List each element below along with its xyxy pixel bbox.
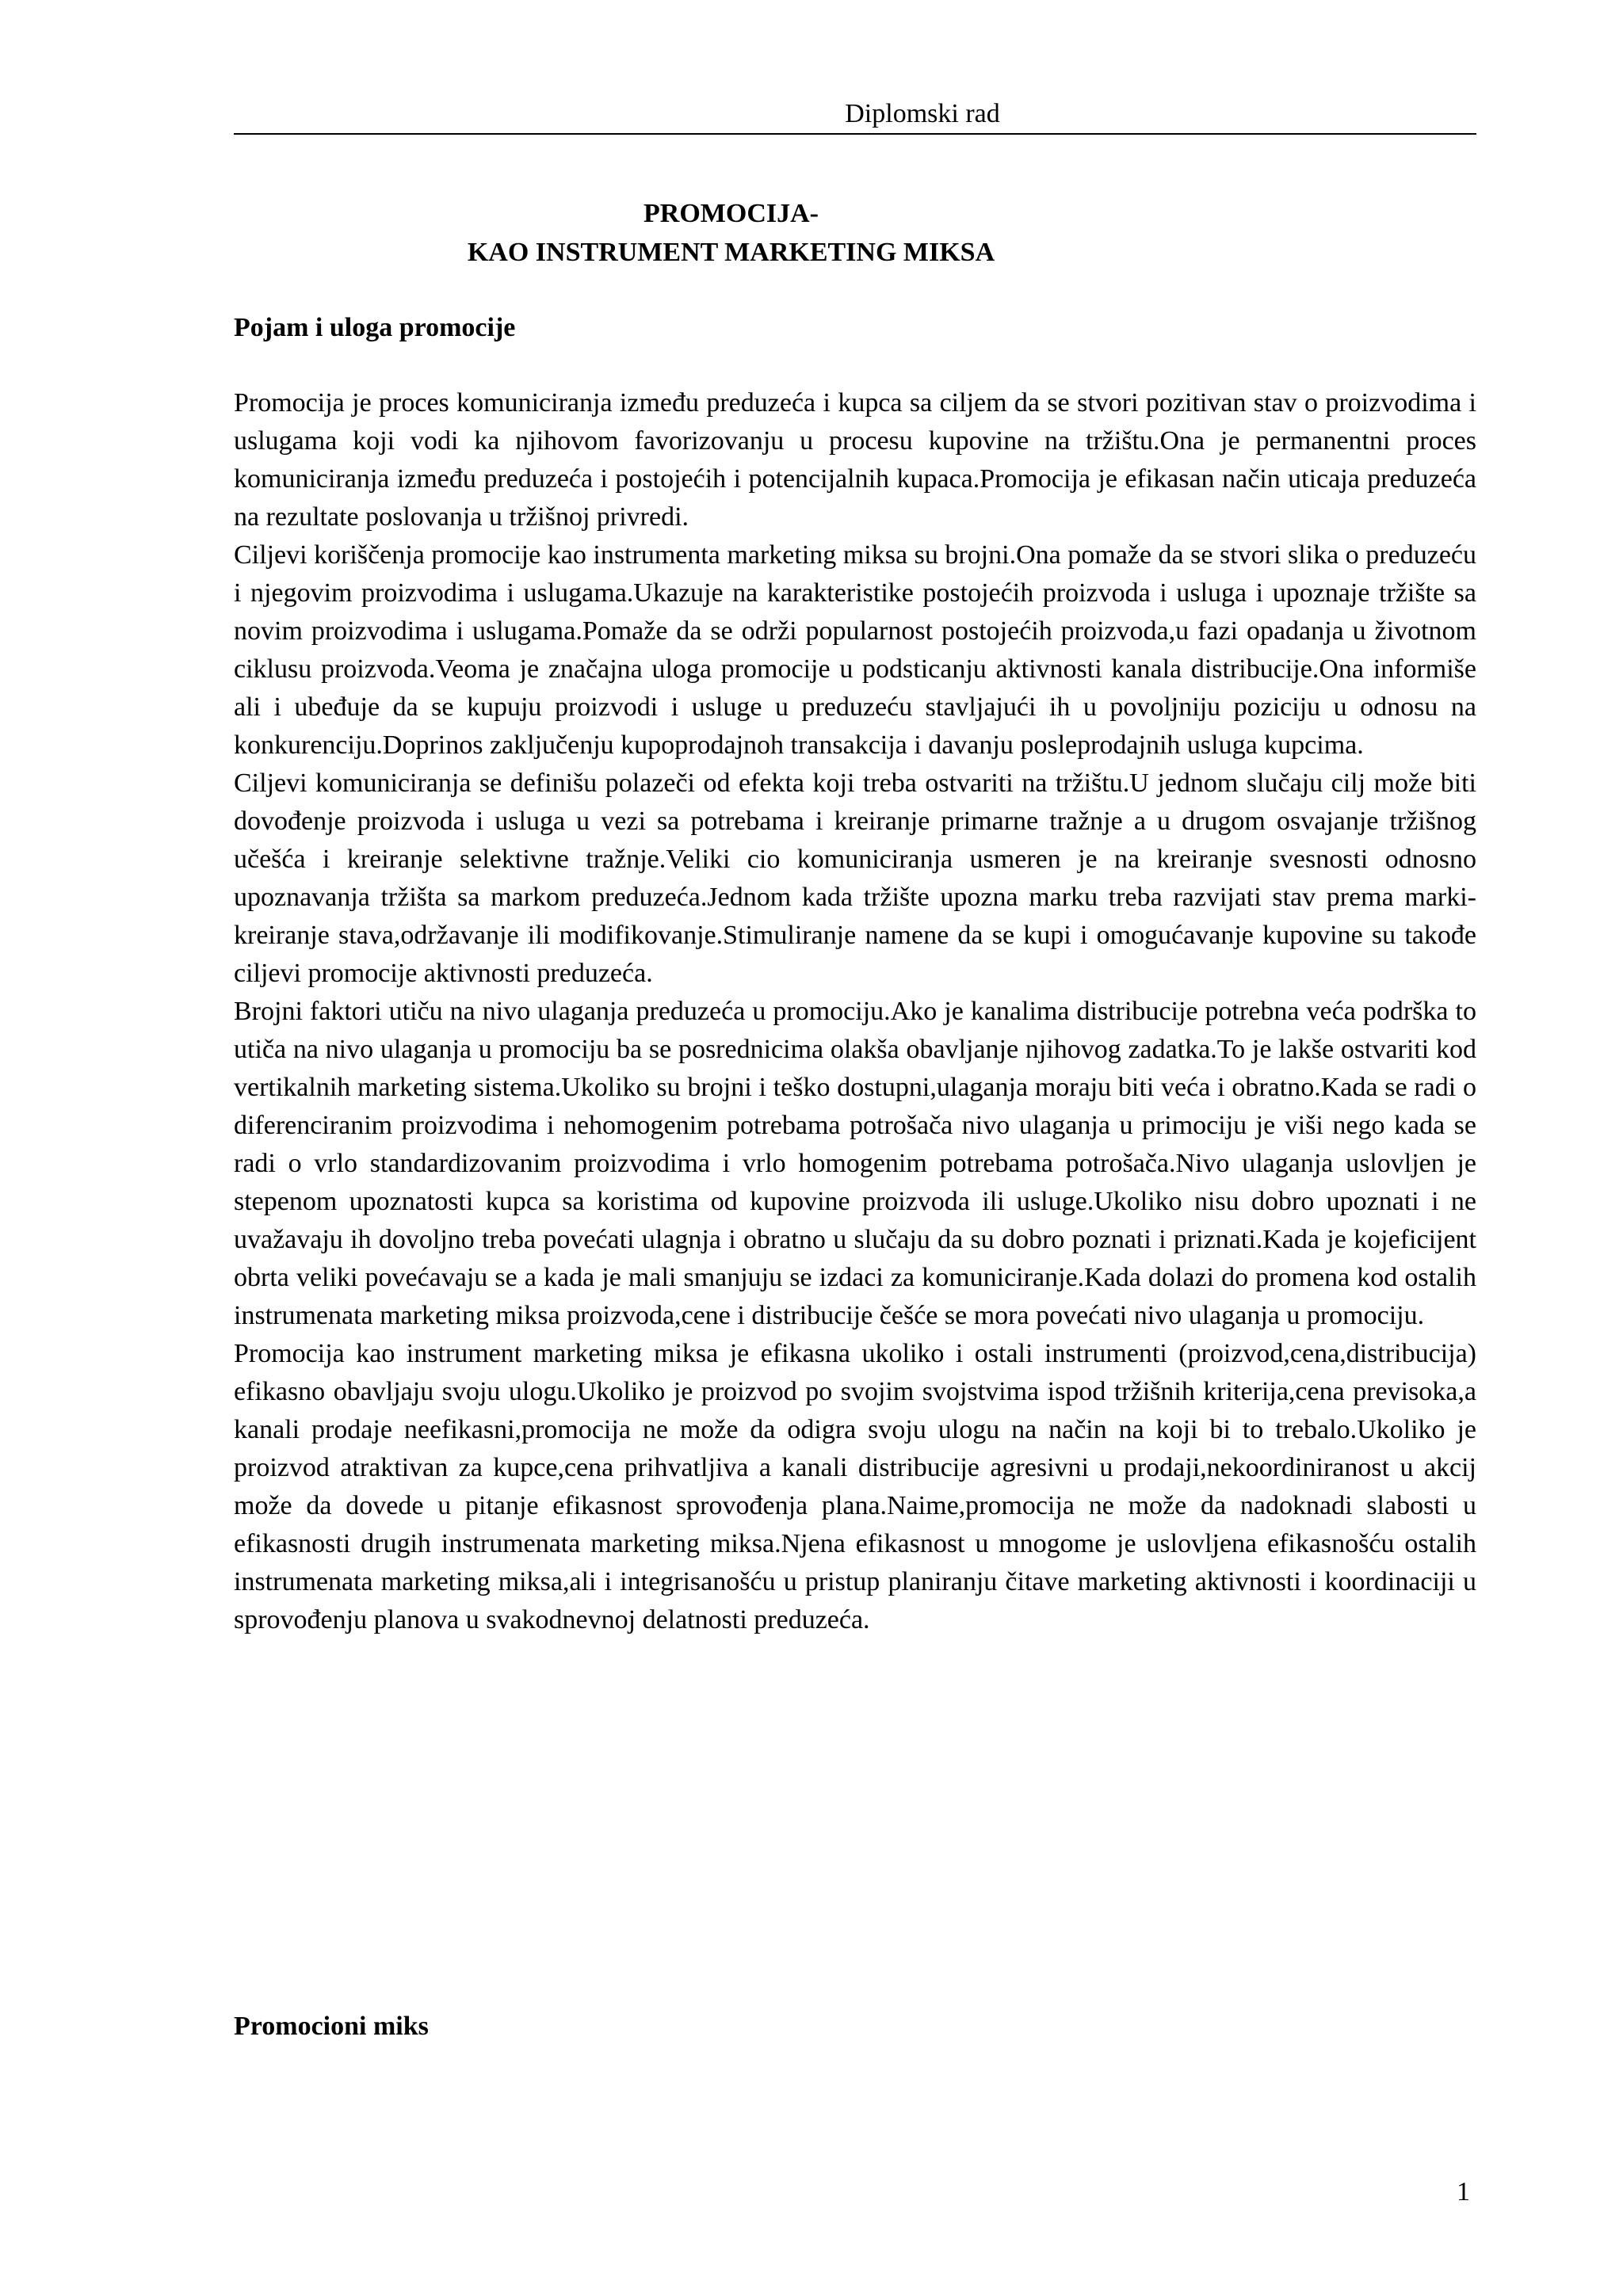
paragraph: Promocija je proces komuniciranja između preduzeća i kupca sa ciljem da se stvori pozitivan stav o proizvodima i uslugama koji vodi ka njihovom favorizovanju u procesu kupovine na tržištu.Ona je permanentni proces komuniciranja između preduzeća i postojećih i potencijalnih kupaca.Promocija je efikasan način uticaja preduzeća na rezultate poslovanja u tržišnoj privredi.: [234, 388, 1476, 532]
page-header: [234, 98, 1476, 135]
header-title: Diplomski rad: [845, 99, 1000, 128]
paragraph: Brojni faktori utiču na nivo ulaganja preduzeća u promociju.Ako je kanalima distribucije potrebna veća podrška to utiča na nivo ulaganja u promociju ba se posrednicima olakša obavljanje njihovog zadatka.To je lakše ostvariti kod vertikalnih marketing sistema.Ukoliko su brojni i teško dostupni,ulaganja moraju biti veća i obratno.Kada se radi o diferenciranim proizvodima i nehomogenim potrebama potrošača nivo ulaganja u primociju je viši nego kada se radi o vrlo standardizovanim proizvodima i vrlo homogenim potrebama potrošača.Nivo ulaganja uslovljen je stepenom upoznatosti kupca sa koristima od kupovine proizvoda ili usluge.Ukoliko nisu dobro upoznati i ne uvažavaju ih dovoljno treba povećati ulagnja i obratno u slučaju da su dobro poznati i priznati.Kada je kojeficijent obrta veliki povećavaju se a kada je mali smanjuju se izdaci za komuniciranje.Kada dolazi do promena kod ostalih instrumenata marketing miksa proizvoda,cene i distribucije češće se mora povećati nivo ulaganja u promociju.: [234, 997, 1476, 1330]
body-text: [234, 384, 1476, 1639]
title-line-1: PROMOCIJA-: [643, 199, 819, 228]
paragraph: Ciljevi koriščenja promocije kao instrumenta marketing miksa su brojni.Ona pomaže da se stvori slika o preduzeću i njegovim proizvodima i uslugama.Ukazuje na karakteristike postojećih proizvoda i usluga i upoznaje tržište sa novim proizvodima i uslugama.Pomaže da se održi popularnost postojećih proizvoda,u fazi opadanja u životnom ciklusu proizvoda.Veoma je značajna uloga promocije u podsticanju aktivnosti kanala distribucije.Ona informiše ali i ubeđuje da se kupuju proizvodi i usluge u preduzeću stavljajući ih u povoljniju poziciju u odnosu na konkurenciju.Doprinos zaključenju kupoprodajnoh transakcija i davanju posleprodajnih usluga kupcima.: [234, 540, 1476, 760]
document-title: [234, 194, 1228, 272]
paragraph: Promocija kao instrument marketing miksa je efikasna ukoliko i ostali instrumenti (proizvod,cena,distribucija) efikasno obavljaju svoju ulogu.Ukoliko je proizvod po svojim svojstvima ispod tržišnih kriterija,cena previsoka,a kanali prodaje neefikasni,promocija ne može da odigra svoju ulogu na način na koji bi to trebalo.Ukoliko je proizvod atraktivan za kupce,cena prihvatljiva a kanali distribucije agresivni u prodaji,nekoordiniranost u akcij može da dovede u pitanje efikasnost sprovođenja plana.Naime,promocija ne može da nadoknadi slabosti u efikasnosti drugih instrumenata marketing miksa.Njena efikasnost u mnogome je uslovljena efikasnošću ostalih instrumenata marketing miksa,ali i integrisanošću u pristup planiranju čitave marketing aktivnosti i koordinaciji u sprovođenju planova u svakodnevnoj delatnosti preduzeća.: [234, 1339, 1476, 1634]
title-line-2: KAO INSTRUMENT MARKETING MIKSA: [467, 238, 995, 267]
page-number: 1: [1457, 2177, 1470, 2206]
section-heading-promocioni-miks: Promocioni miks: [234, 2012, 429, 2041]
paragraph: Ciljevi komuniciranja se definišu polazeči od efekta koji treba ostvariti na tržištu.U jednom slučaju cilj može biti dovođenje proizvoda i usluga u vezi sa potrebama i kreiranje primarne tražnje a u drugom osvajanje tržišnog učešća i kreiranje selektivne tražnje.Veliki cio komuniciranja usmeren je na kreiranje svesnosti odnosno upoznavanja tržišta sa markom preduzeća.Jednom kada tržište upozna marku treba razvijati stav prema marki-kreiranje stava,održavanje ili modifikovanje.Stimuliranje namene da se kupi i omogućavanje kupovine su takođe ciljevi promocije aktivnosti preduzeća.: [234, 769, 1476, 988]
section-heading-pojam: Pojam i uloga promocije: [234, 313, 516, 342]
